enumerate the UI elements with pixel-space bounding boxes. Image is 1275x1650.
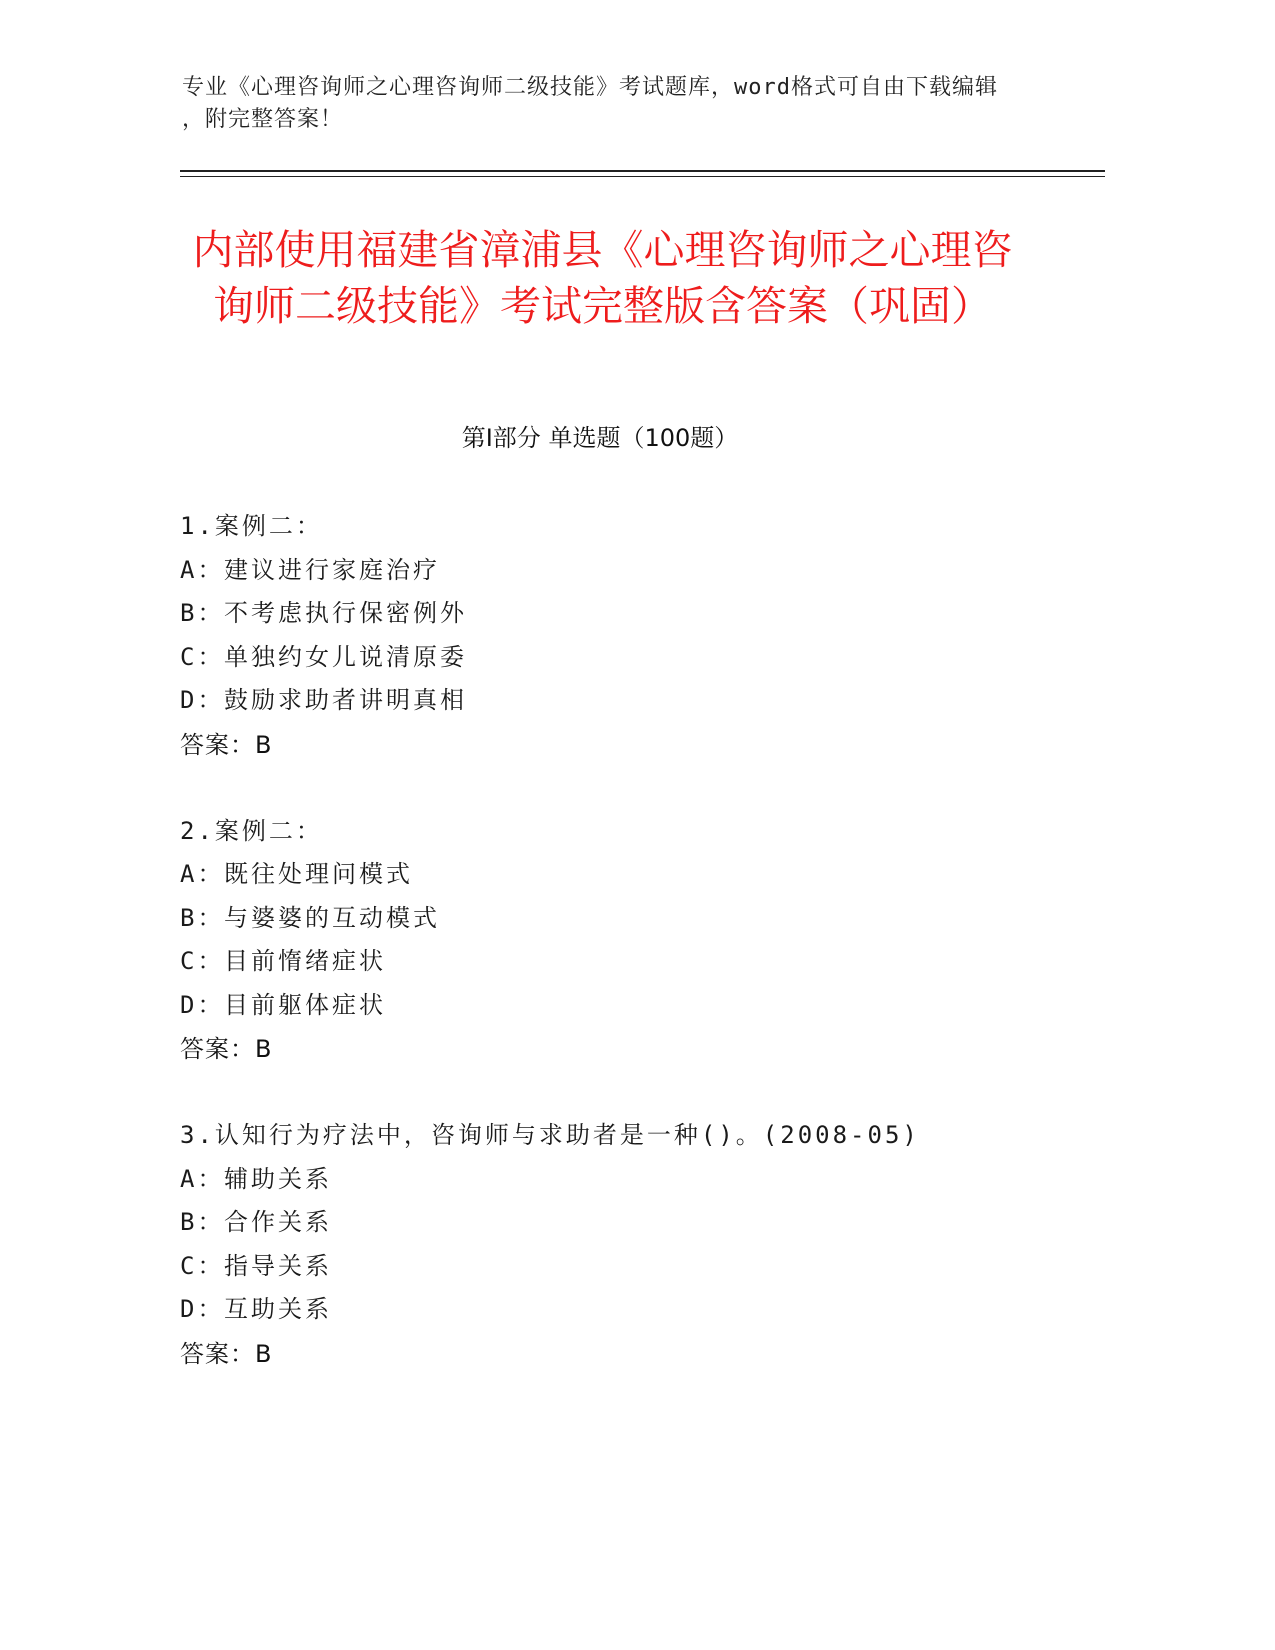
header-note-line-1: 专业《心理咨询师之心理咨询师二级技能》考试题库，word格式可自由下载编辑	[182, 75, 998, 100]
option-a	[180, 853, 1100, 897]
option-text: 既往处理问模式	[224, 860, 413, 888]
option-text: 互助关系	[224, 1295, 332, 1323]
question-2	[180, 810, 1100, 1072]
answer-line: 答案：B	[180, 1035, 273, 1063]
option-a	[180, 1158, 1100, 1202]
header-note	[182, 72, 1042, 136]
option-key: A：	[180, 1164, 225, 1193]
document-title: 内部使用福建省漳浦县《心理咨询师之心理咨询师二级技能》考试完整版含答案（巩固）	[192, 226, 1013, 330]
option-b	[180, 1201, 1100, 1245]
header-note-line-2: ，附完整答案！	[182, 107, 344, 132]
option-text: 与婆婆的互动模式	[224, 903, 440, 932]
option-c	[180, 1245, 1100, 1289]
option-key: D：	[180, 990, 225, 1019]
question-1	[180, 505, 1100, 767]
option-a	[180, 549, 1100, 593]
option-text: 鼓励求助者讲明真相	[224, 686, 467, 714]
option-d	[180, 1288, 1100, 1332]
option-key: C：	[180, 1251, 225, 1280]
option-key: B：	[180, 1208, 225, 1236]
option-key: C：	[180, 642, 225, 671]
answer-line: 答案：B	[180, 1339, 273, 1368]
option-b	[180, 897, 1100, 941]
section-heading: 第Ⅰ部分 单选题（100题）	[461, 424, 739, 452]
option-text: 辅助关系	[224, 1164, 332, 1193]
option-b	[180, 592, 1100, 636]
option-key: A：	[180, 555, 225, 584]
question-3	[180, 1114, 1100, 1376]
option-key: B：	[180, 903, 225, 932]
option-key: D：	[180, 686, 225, 714]
option-text: 建议进行家庭治疗	[224, 555, 440, 584]
question-stem: 3.认知行为疗法中，咨询师与求助者是一种()。(2008-05)	[180, 1121, 920, 1149]
option-text: 指导关系	[224, 1251, 332, 1280]
option-d	[180, 984, 1100, 1028]
header-divider-thick	[180, 170, 1105, 172]
option-text: 目前惰绪症状	[224, 947, 386, 975]
option-key: C：	[180, 947, 225, 975]
option-key: A：	[180, 860, 225, 888]
answer-line: 答案：B	[180, 730, 273, 759]
question-list	[180, 505, 1100, 1419]
option-key: D：	[180, 1295, 225, 1323]
option-text: 单独约女儿说清原委	[224, 642, 467, 671]
option-key: B：	[180, 599, 225, 627]
option-text: 目前躯体症状	[224, 990, 386, 1019]
question-stem: 2.案例二：	[180, 816, 323, 845]
question-stem: 1.案例二：	[180, 512, 323, 540]
header-divider-thin	[180, 176, 1105, 177]
option-c	[180, 636, 1100, 680]
option-text: 合作关系	[224, 1208, 332, 1236]
option-text: 不考虑执行保密例外	[224, 599, 467, 627]
option-d	[180, 679, 1100, 723]
option-c	[180, 940, 1100, 984]
